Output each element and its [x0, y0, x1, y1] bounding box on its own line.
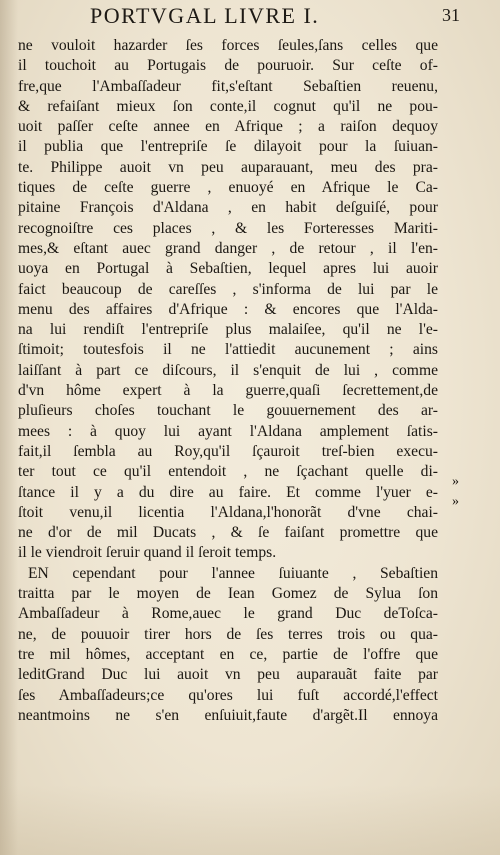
text-line: tre mil hômes, acceptant en ce, partie de l'offre que — [18, 645, 438, 663]
text-line: ſtoit venu,il licentia l'Aldana,l'honorãt d'vne chai- — [18, 503, 438, 521]
text-line: pitaine François d'Aldana , en habit deſguiſé, pour — [18, 199, 438, 217]
page-shadow — [0, 785, 500, 855]
text-line: & refaiſant mieux ſon conte,il cognut qu'il ne pou- — [18, 97, 438, 115]
text-line: traitta par le moyen de Iean Gomez de Sylua ſon — [18, 585, 438, 603]
paragraph-start-line: EN cependant pour l'annee ſuiuante , Sebaſtien — [28, 564, 438, 582]
margin-quote-mark: » — [452, 494, 459, 509]
text-line: faict beaucoup de careſſes , s'informa de lui par le — [18, 280, 438, 298]
margin-quote-mark: » — [452, 474, 459, 489]
running-title: PORTVGAL LIVRE I. — [90, 3, 320, 28]
text-line: menu des affaires d'Afrique : & encores que l'Alda- — [18, 300, 438, 318]
text-line: mes,& eſtant auec grand danger , de retour , il l'en- — [18, 239, 438, 257]
text-line: ne d'or de mil Ducats , & ſe faiſant promettre que — [18, 524, 438, 542]
text-line: ſtimoit; toutesfois il ne l'attiedit aucunement ; ains — [18, 341, 438, 359]
text-line: uoit paſſer ceſte annee en Afrique ; a raiſon dequoy — [18, 118, 438, 136]
text-line: ſes Ambaſſadeurs;ce qu'ores lui fuſt accordé,l'effect — [18, 686, 438, 704]
text-line: na lui rendiſt l'entrepriſe plus malaiſee, qu'il ne l'e- — [18, 321, 438, 339]
text-line: ne, de pouuoir tirer hors de ſes terres trois ou qua- — [18, 625, 438, 643]
body-text — [18, 36, 438, 726]
page-number: 31 — [442, 5, 460, 25]
text-line: tiques de ceſte guerre , enuoyé en Afrique le Ca- — [18, 179, 438, 197]
page-header — [50, 3, 460, 33]
text-line: pluſieurs choſes touchant le gouuernement des ar- — [18, 402, 438, 420]
text-line: d'vn hôme expert à la guerre,quaſi ſecrettement,de — [18, 382, 438, 400]
text-line: il touchoit au Portugais de pouruoir. Sur ceſte of- — [18, 57, 438, 75]
text-line: neantmoins ne s'en enſuiuit,faute d'argẽt.Il ennoya — [18, 706, 438, 724]
text-line: fre,que l'Ambaſſadeur fit,s'eſtant Sebaſtien reuenu, — [18, 77, 438, 95]
text-line: il le viendroit ſeruir quand il ſeroit temps. — [18, 544, 277, 562]
text-line: ſtance il y a du dire au faire. Et comme l'yuer e- — [18, 483, 438, 501]
text-line: te. Philippe auoit vn peu auparauant, meu des pra- — [18, 158, 438, 176]
text-line: recognoiſtre ces places , & les Forteresses Mariti- — [18, 219, 438, 237]
text-line: Ambaſſadeur à Rome,auec le grand Duc deToſca- — [18, 605, 438, 623]
text-line: il publia que l'entrepriſe ſe dilayoit pour la ſuiuan- — [18, 138, 438, 156]
text-line: mees : à quoy lui ayant l'Aldana amplement ſatis- — [18, 422, 438, 440]
text-line: leditGrand Duc lui auoit vn peu auparauãt faite par — [18, 666, 438, 684]
text-line: fait,il ſembla au Roy,qu'il ſçauroit treſ-bien execu- — [18, 442, 438, 460]
text-line: laiſſant à part ce diſcours, il s'enquit de lui , comme — [18, 361, 438, 379]
text-line: uoya en Portugal à Sebaſtien, lequel apres lui auoir — [18, 260, 438, 278]
text-line: ter tout ce qu'il entendoit , ne ſçachant quelle di- — [18, 463, 438, 481]
text-line: ne vouloit hazarder ſes forces ſeules,ſans celles que — [18, 37, 438, 54]
